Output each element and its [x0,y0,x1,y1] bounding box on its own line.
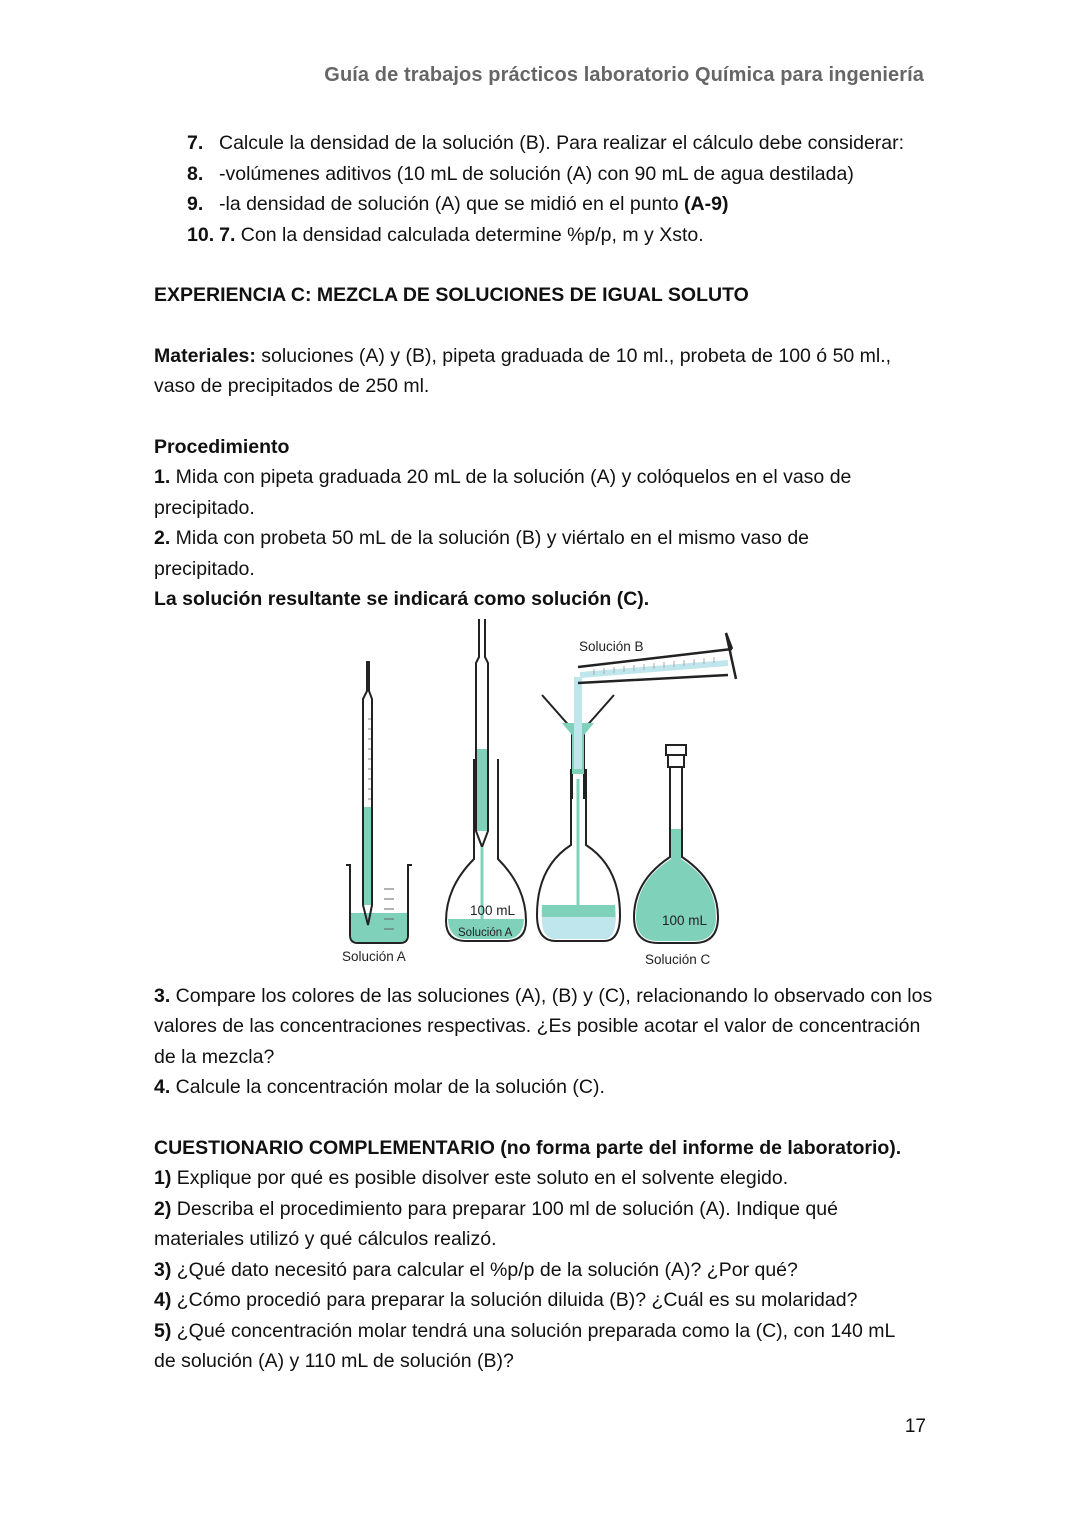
result-statement: La solución resultante se indicará como solución (C). [154,588,650,610]
procedure-step-2-cont: precipitado. [154,557,255,580]
page-content [154,128,934,1377]
steps-top-list [154,128,934,250]
question-2: 2) Describa el procedimiento para preparar 100 ml de solución (A). Indique qué [154,1197,838,1220]
list-item: 10. 7. Con la densidad calculada determine %p/p, m y Xsto. [187,223,704,246]
page-header: Guía de trabajos prácticos laboratorio Química para ingeniería [324,64,924,86]
procedure-title: Procedimiento [154,435,290,458]
label-100ml-2: 100 mL [662,912,708,928]
question-5-cont: de solución (A) y 110 mL de solución (B)? [154,1350,514,1372]
materials-paragraph-cont: vaso de precipitados de 250 ml. [154,375,430,397]
question-1: 1) Explique por qué es posible disolver este soluto en el solvente elegido. [154,1167,789,1189]
label-solucion-a: Solución A [342,948,406,964]
flask-pipette-liquid [477,749,487,831]
lab-figure [154,619,934,981]
beaker-liquid [351,913,407,942]
procedure-step-1: 1. Mida con pipeta graduada 20 mL de la solución (A) y colóquelos en el vaso de [154,466,852,488]
question-2-cont: materiales utilizó y qué cálculos realizó. [154,1228,497,1250]
list-item: 8. -volúmenes aditivos (10 mL de solución (A) con 90 mL de agua destilada) [187,162,854,185]
questionnaire-title: CUESTIONARIO COMPLEMENTARIO (no forma parte del informe de laboratorio). [154,1136,902,1159]
procedure-step-3-cont: valores de las concentraciones respectivas. ¿Es posible acotar el valor de concentración [154,1015,921,1037]
question-4: 4) ¿Cómo procedió para preparar la solución diluida (B)? ¿Cuál es su molaridad? [154,1289,858,1311]
label-solucion-c: Solución C [645,951,711,967]
pipette-liquid [364,807,371,905]
page-number: 17 [904,1416,926,1437]
list-item: 9. -la densidad de solución (A) que se midió en el punto (A-9) [187,193,729,215]
label-solucion-a-flask: Solución A [458,926,513,939]
procedure-step-1-cont: precipitado. [154,496,255,519]
section-title: EXPERIENCIA C: MEZCLA DE SOLUCIONES DE IGUAL SOLUTO [154,284,749,306]
lab-illustration [154,619,934,981]
label-100ml-1: 100 mL [470,902,516,918]
question-5: 5) ¿Qué concentración molar tendrá una solución preparada como la (C), con 140 mL [154,1319,896,1342]
procedure-step-2: 2. Mida con probeta 50 mL de la solución (B) y viértalo en el mismo vaso de [154,527,810,549]
procedure-step-3: 3. Compare los colores de las soluciones (A), (B) y (C), relacionando lo observado con los [154,984,933,1007]
procedure-step-3-cont2: de la mezcla? [154,1045,275,1068]
materials-paragraph: Materiales: soluciones (A) y (B), pipeta graduada de 10 ml., probeta de 100 ó 50 ml., [154,344,892,367]
flask-with-pipette [446,619,526,941]
list-item: 7. Calcule la densidad de la solución (B). Para realizar el cálculo debe considerar: [187,132,905,154]
question-3: 3) ¿Qué dato necesitó para calcular el %p/p de la solución (A)? ¿Por qué? [154,1258,798,1281]
procedure-step-4: 4. Calcule la concentración molar de la solución (C). [154,1076,605,1098]
label-solucion-b: Solución B [579,638,644,654]
beaker-with-pipette [346,661,412,943]
